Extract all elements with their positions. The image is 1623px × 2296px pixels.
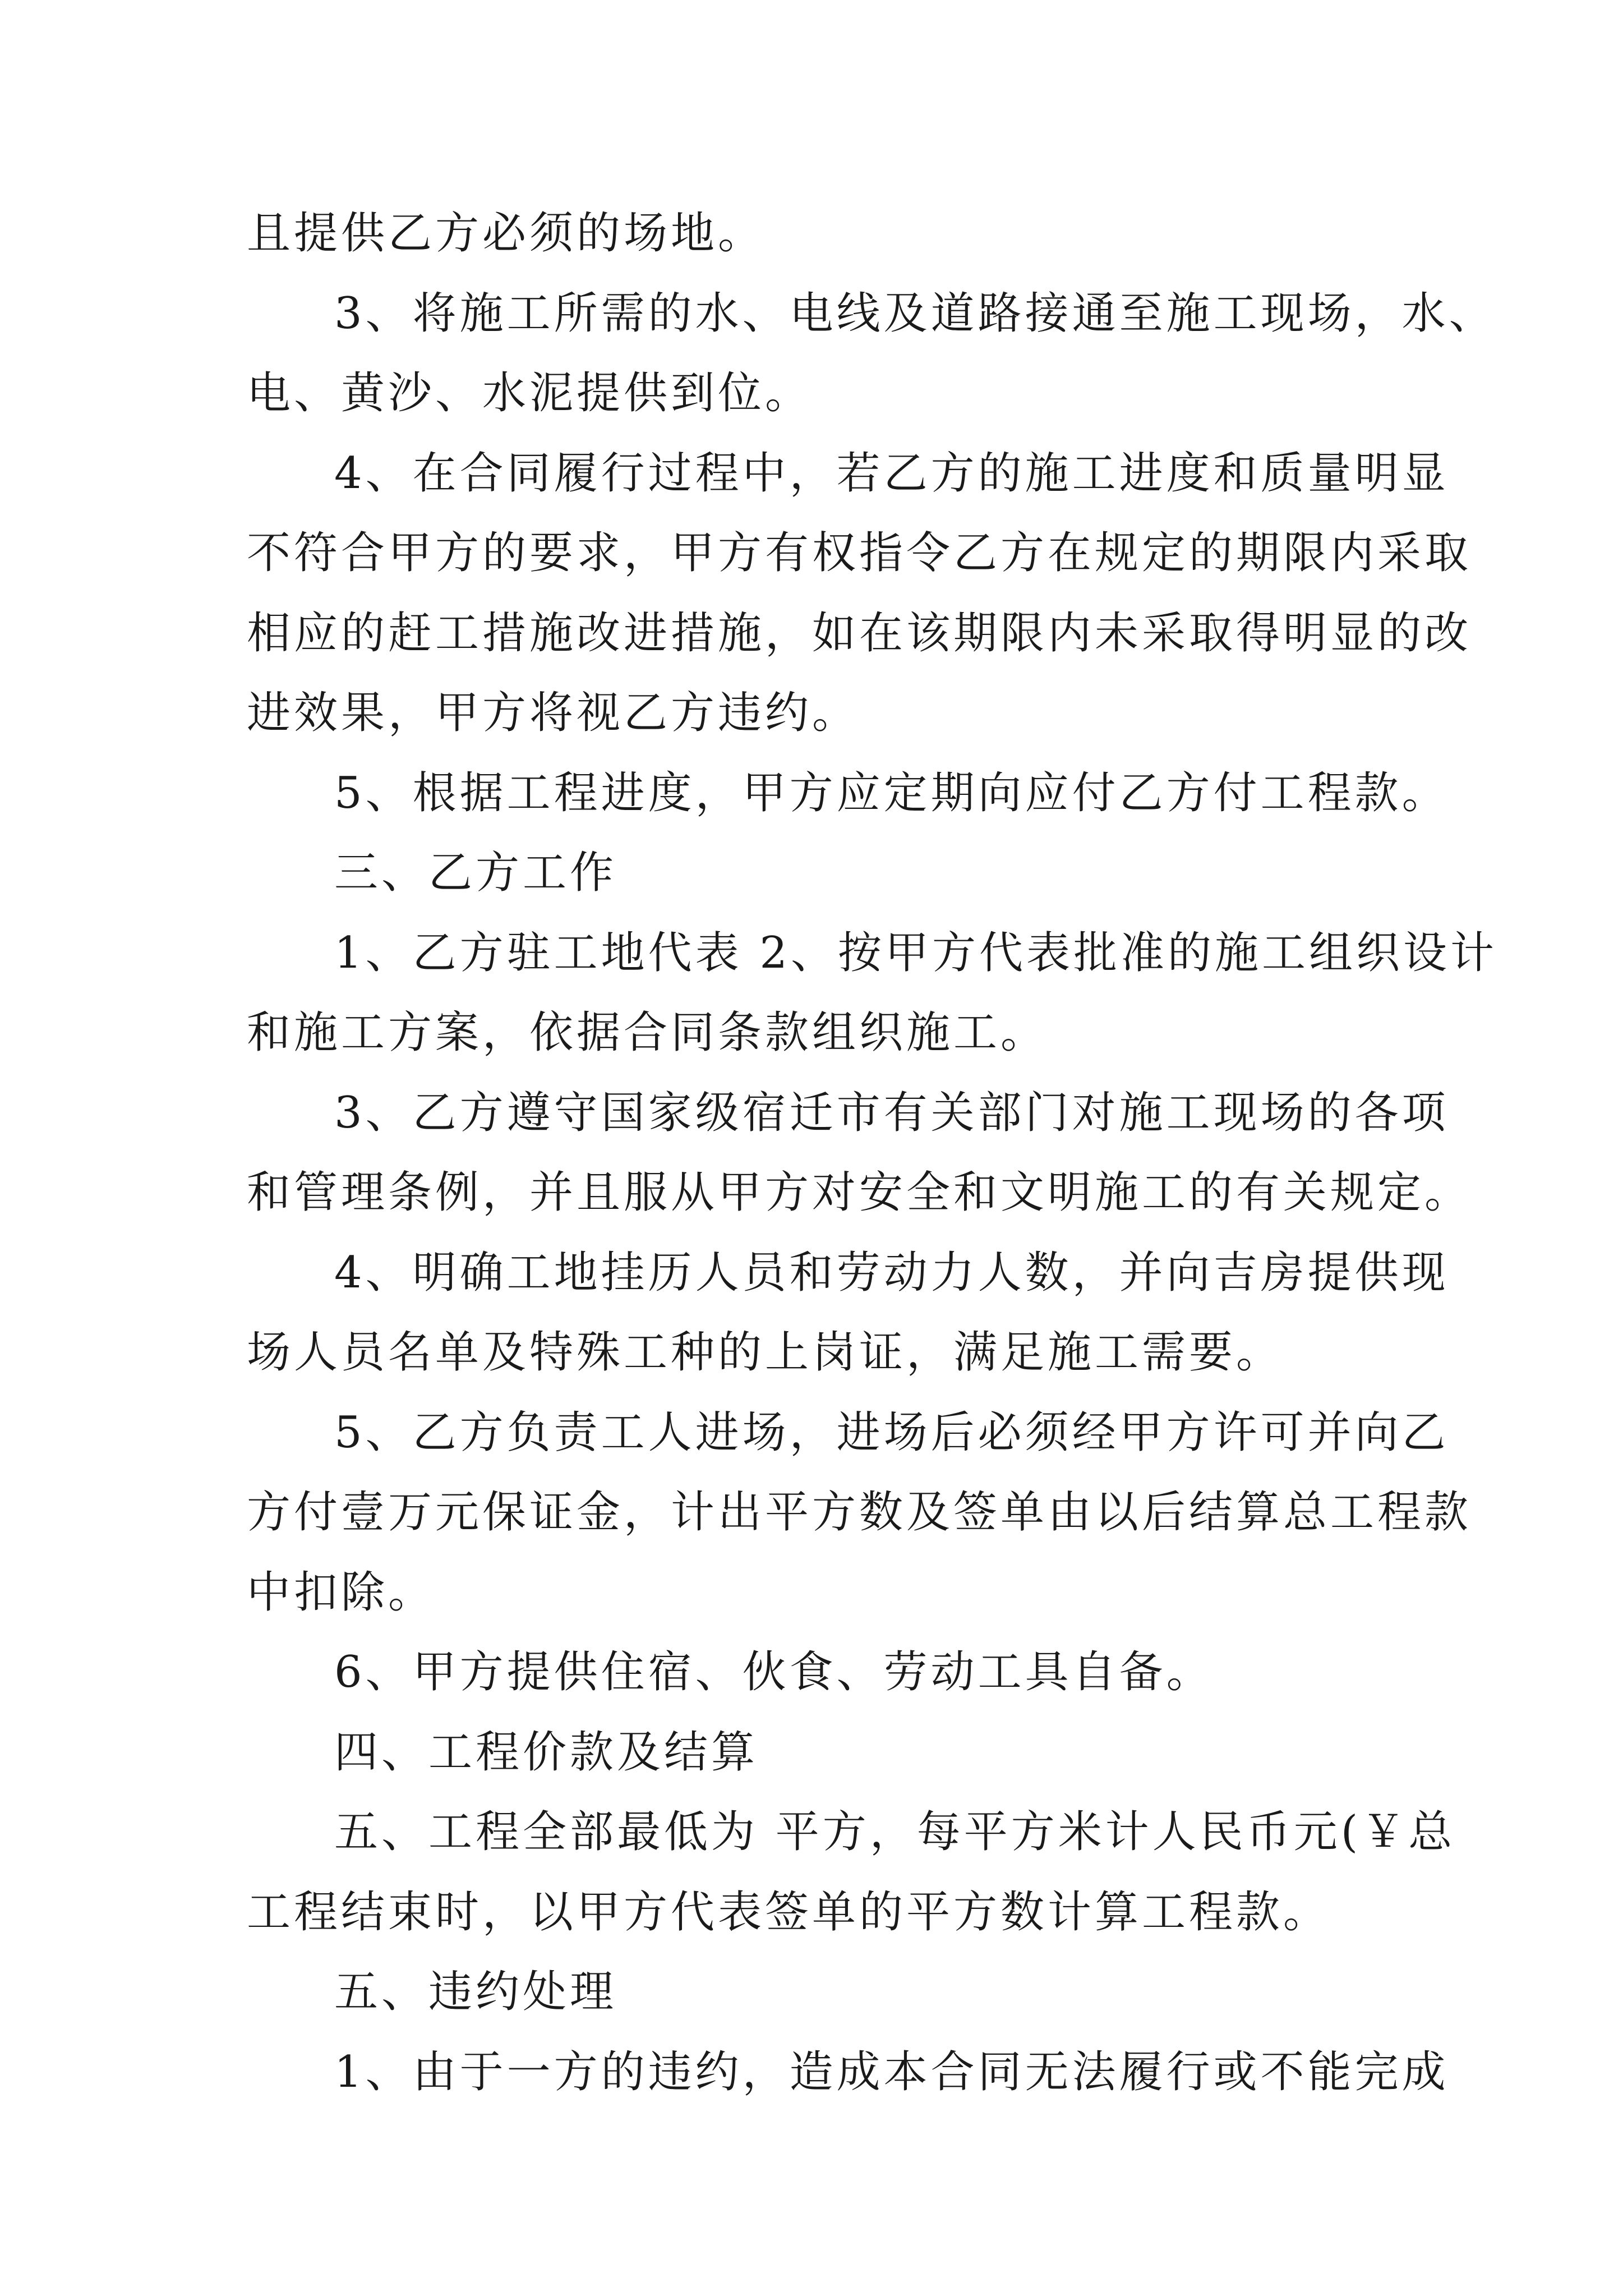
text-line: 且提供乙方必须的场地。 <box>247 208 766 259</box>
section-heading: 三、乙方工作 <box>334 848 617 898</box>
text-line: 4、明确工地挂历人员和劳动力人数，并向吉房提供现 <box>334 1247 1449 1298</box>
text-line: 相应的赶工措施改进措施，如在该期限内未采取得明显的改 <box>247 608 1472 659</box>
text-line: 6、甲方提供住宿、伙食、劳动工具自备。 <box>334 1647 1214 1697</box>
section-heading: 四、工程价款及结算 <box>334 1727 759 1778</box>
text-line: 3、乙方遵守国家级宿迁市有关部门对施工现场的各项 <box>334 1087 1449 1138</box>
text-line: 工程结束时，以甲方代表签单的平方数计算工程款。 <box>247 1887 1331 1938</box>
text-line: 3、将施工所需的水、电线及道路接通至施工现场，水、 <box>334 288 1496 339</box>
text-line: 和管理条例，并且服从甲方对安全和文明施工的有关规定。 <box>247 1167 1472 1218</box>
text-line: 中扣除。 <box>247 1567 436 1618</box>
text-line: 场人员名单及特殊工种的上岗证，满足施工需要。 <box>247 1327 1284 1378</box>
text-line: 5、根据工程进度，甲方应定期向应付乙方付工程款。 <box>334 767 1449 818</box>
contract-body-text <box>247 194 1498 2112</box>
text-line: 五、工程全部最低为 平方，每平方米计人民币元(￥总 <box>334 1807 1456 1857</box>
text-line: 不符合甲方的要求，甲方有权指令乙方在规定的期限内采取 <box>247 528 1472 578</box>
text-line: 进效果，甲方将视乙方违约。 <box>247 688 860 738</box>
text-line: 1、由于一方的违约，造成本合同无法履行或不能完成 <box>334 2046 1449 2097</box>
text-line: 4、在合同履行过程中，若乙方的施工进度和质量明显 <box>334 448 1449 499</box>
text-line: 电、黄沙、水泥提供到位。 <box>247 368 813 418</box>
text-line: 和施工方案，依据合同条款组织施工。 <box>247 1007 1048 1058</box>
text-line: 1、乙方驻工地代表 2、按甲方代表批准的施工组织设计 <box>334 927 1498 978</box>
section-heading: 五、违约处理 <box>334 1967 617 2017</box>
text-line: 方付壹万元保证金，计出平方数及签单由以后结算总工程款 <box>247 1487 1472 1538</box>
text-line: 5、乙方负责工人进场，进场后必须经甲方许可并向乙 <box>334 1407 1449 1458</box>
